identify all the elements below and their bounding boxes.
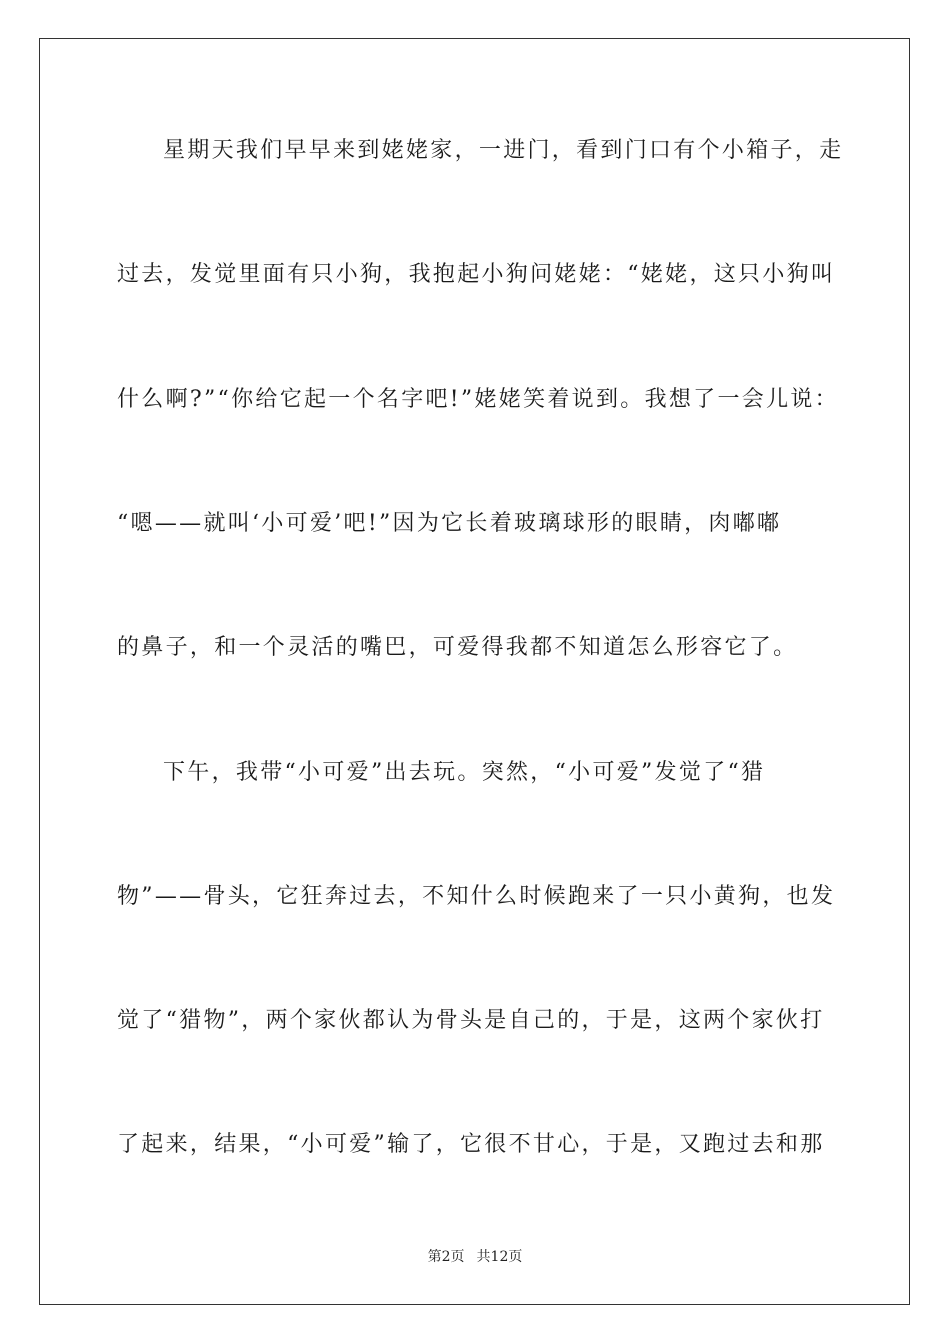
paragraph-2-line-3: 觉了“猎物”，两个家伙都认为骨头是自己的，于是，这两个家伙打 bbox=[117, 1008, 825, 1033]
paragraph-1-line-4: “嗯——就叫‘小可爱’吧!”因为它长着玻璃球形的眼睛，肉嘟嘟 bbox=[117, 511, 782, 536]
paragraph-1-line-2: 过去，发觉里面有只小狗，我抱起小狗问姥姥：“姥姥，这只小狗叫 bbox=[117, 262, 836, 287]
paragraph-1-line-1: 星期天我们早早来到姥姥家，一进门，看到门口有个小箱子，走 bbox=[163, 138, 844, 163]
page-frame bbox=[39, 38, 910, 1305]
paragraph-2-line-2: 物”——骨头，它狂奔过去，不知什么时候跑来了一只小黄狗，也发 bbox=[117, 884, 836, 909]
paragraph-1-line-3: 什么啊?”“你给它起一个名字吧!”姥姥笑着说到。我想了一会儿说： bbox=[117, 387, 839, 412]
paragraph-2-line-4: 了起来，结果，“小可爱”输了，它很不甘心，于是，又跑过去和那 bbox=[117, 1132, 825, 1157]
page-number: 第2页 bbox=[427, 1249, 465, 1265]
paragraph-1-line-5: 的鼻子，和一个灵活的嘴巴，可爱得我都不知道怎么形容它了。 bbox=[117, 635, 798, 660]
page-footer bbox=[0, 1248, 950, 1266]
total-pages: 共12页 bbox=[476, 1249, 523, 1265]
paragraph-2-line-1: 下午，我带“小可爱”出去玩。突然，“小可爱”发觉了“猎 bbox=[163, 760, 766, 785]
